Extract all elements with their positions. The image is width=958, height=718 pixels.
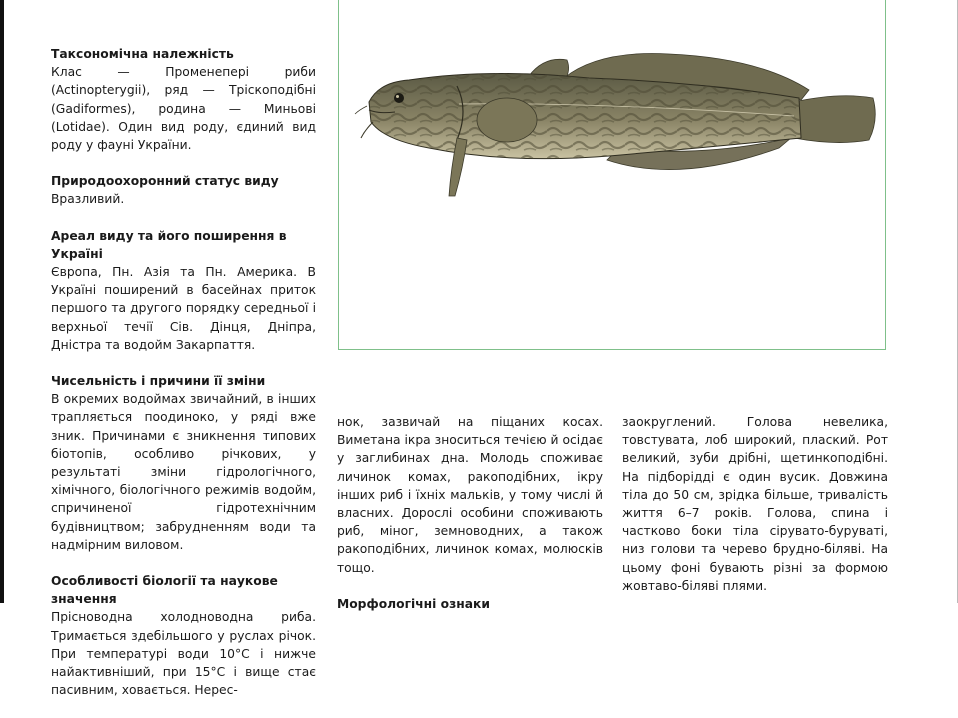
fish-figure-frame <box>338 0 886 350</box>
range-heading: Ареал виду та його поширення в Україні <box>51 228 287 261</box>
taxonomy-text: Клас — Променепері риби (Actinopterygii), ряд — Тріскоподібні (Gadiformes), родина — Миньові (Lotidae). Один вид роду, єдиний вид роду у фауні України. <box>51 65 316 153</box>
range-text: Європа, Пн. Азія та Пн. Америка. В Україні поширений в басейнах приток першого та другого порядку середньої і верхньої течії Сів. Дінця, Дніпра, Дністра та водойм Закарпаття. <box>51 265 316 352</box>
morphology-heading: Морфологічні ознаки <box>337 596 491 611</box>
middle-column-text: нок, зазвичай на піщаних косах. Виметана ікра зноситься течією й осідає у заглибинах дна. Молодь споживає личинок комах, ракоподібних, ікру інших риб і їхніх мальків, у тому числі й власних. Дорослі особини споживають риб, міног, земноводних, а також ракоподібних, личинок комах, молюсків тощо. <box>337 415 603 575</box>
taxonomy-section <box>51 45 316 154</box>
right-column-text: заокруглений. Голова невелика, товстувата, лоб широкий, плаский. Рот великий, зуби дрібні, щетинкоподібні. На підборідді є один вусик. Довжина тіла до 50 см, зрідка більше, тривалість життя 6–7 років. Голова, спина і частково боки тіла сірувато-буруваті, низ голови та черево брудно-біляві. На цьому фоні бувають різні за формою жовтаво-біляві плями. <box>622 415 888 593</box>
abundance-text: В окремих водоймах звичайний, в інших трапляється поодиноко, у ряді вже зник. Причинами є зникнення типових біотопів, особливо річкових, у результаті зміни гідрологічного, хімічного, біологічного режимів водойм, спричиненої гідротехнічним будівництвом; забрудненням води та надмірним виловом. <box>51 392 316 552</box>
left-column <box>51 45 316 718</box>
status-heading: Природоохоронний статус виду <box>51 174 279 189</box>
pectoral-fin <box>477 98 537 142</box>
right-column <box>622 413 888 595</box>
fish-eye <box>394 93 404 103</box>
status-text: Вразливий. <box>51 192 125 207</box>
tail-fin <box>794 96 875 143</box>
taxonomy-heading: Таксономічна належність <box>51 47 234 61</box>
biology-section <box>51 572 316 699</box>
chin-barbel <box>361 122 373 138</box>
range-section <box>51 227 316 354</box>
middle-column <box>337 413 603 613</box>
biology-text: Прісноводна холодноводна риба. Тримається здебільшого у руслах річок. При температурі води 10°С і нижче найактивніший, при 15°С і вище стає пасивним, ховається. Нерес- <box>51 610 316 698</box>
page-left-edge <box>0 0 4 603</box>
abundance-section <box>51 372 316 554</box>
abundance-heading: Чисельність і причини її зміни <box>51 374 266 389</box>
status-section <box>51 172 316 208</box>
burbot-illustration <box>339 0 887 350</box>
biology-heading: Особливості біології та наукове значення <box>51 574 278 607</box>
